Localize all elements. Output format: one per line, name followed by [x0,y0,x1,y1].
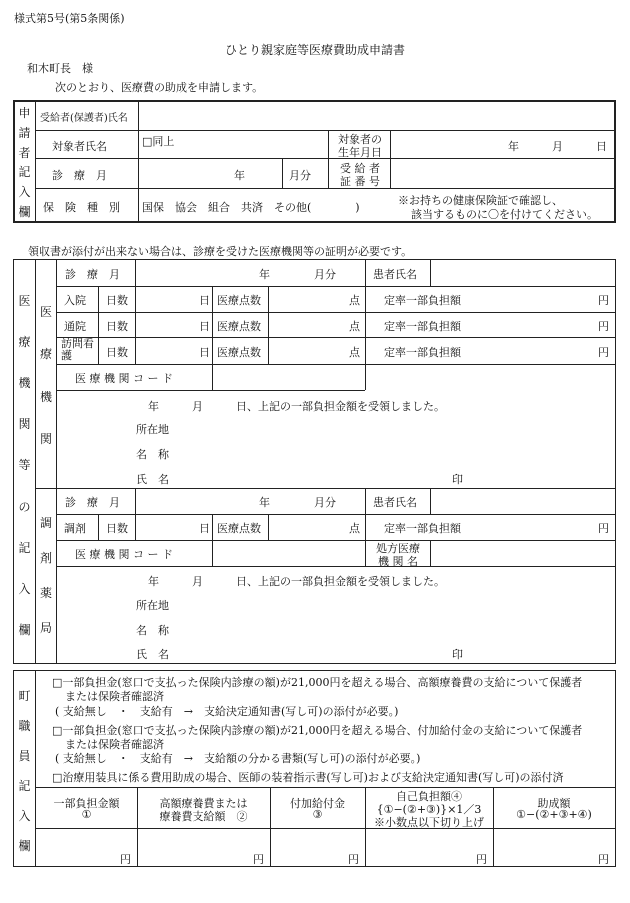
recipient-name-label: 受給者(保護者)氏名 [40,113,128,124]
med-address-label: 所在地 [136,423,169,436]
applicant-side-label: 申 請 者 記 入 欄 [18,106,31,219]
check-high-cost-b: または保険者確認済 [65,690,164,703]
med-month-label: 診 療 月 [65,268,120,281]
ph-code-label: 医 療 機 関 コ ー ド [75,548,173,561]
check-additional-c: ( 支給無し ・ 支給有 → 支給額の分かる書類(写し可)の添付が必要。) [55,752,421,765]
check-additional-b: または保険者確認済 [65,738,164,751]
insurance-note-1: ※お持ちの健康保険証で確認し、 [398,194,563,207]
receipt-note: 領収書が添付が出来ない場合は、診療を受けた医療機関等の証明が必要です。 [28,245,413,258]
yen-self-pay[interactable]: 円 [476,853,487,866]
birth-label-2: 生年月日 [338,146,382,159]
institution-side-label: 医 療 機 関 等 の 記 入 欄 [18,294,31,637]
check-high-cost[interactable]: □一部負担金(窓口で支払った保険内診療の額)が21,000円を超える場合、高額療養費の支給について保護者 [52,676,583,689]
birth-label-1: 対象者の [338,133,382,146]
ph-name-label: 名 称 [136,624,169,637]
yen-additional[interactable]: 円 [348,853,359,866]
same-checkbox[interactable]: □同上 [142,135,175,148]
med-seal: 印 [452,473,463,486]
insurance-options[interactable]: 国保 協会 組合 共済 その他( ) [142,201,360,214]
cert-label-1: 受 給 者 [340,162,380,175]
med-name-label: 名 称 [136,448,169,461]
ph-address-label: 所在地 [136,599,169,612]
yen-copay[interactable]: 円 [120,853,131,866]
treatment-month-label: 診 療 月 [52,169,107,182]
ph-presc-label-1: 処方医療 [376,542,420,555]
ph-person-label: 氏 名 [136,648,169,661]
ph-receipt-text: 年 月 日、上記の一部負担金額を受領しました。 [148,575,445,588]
form-title: ひとり親家庭等医療費助成申請書 [224,43,405,57]
yen-subsidy[interactable]: 円 [598,853,609,866]
yen-high-cost[interactable]: 円 [253,853,264,866]
ph-seal: 印 [452,648,463,661]
med-month-field[interactable]: 年 月分 [259,268,336,281]
institution-section [13,259,616,664]
med-code-label: 医 療 機 関 コ ー ド [75,372,173,385]
ph-patient-name-label: 患者氏名 [373,496,417,509]
cert-label-2: 証 番 号 [340,175,380,188]
check-additional[interactable]: □一部負担金(窓口で支払った保険内診療の額)が21,000円を超える場合、付加給付金の支給について保護者 [52,724,583,737]
form-number: 様式第5号(第5条関係) [14,12,125,25]
insurance-note-2: 該当するものに〇を付けてください。 [411,208,598,221]
insurance-type-label: 保 険 種 別 [43,201,120,214]
staff-side-label: 町 職 員 記 入 欄 [18,688,31,853]
ph-month-label: 診 療 月 [65,496,120,509]
patient-name-label: 対象者氏名 [52,140,107,153]
check-high-cost-c: ( 支給無し ・ 支給有 → 支給決定通知書(写し可)の添付が必要。) [55,705,399,718]
ph-month-field[interactable]: 年 月分 [259,496,336,509]
check-orthosis[interactable]: □治療用装具に係る費用助成の場合、医師の装着指示書(写し可)および支給決定通知書(写し可)の添付済 [52,771,564,784]
med-receipt-text: 年 月 日、上記の一部負担金額を受領しました。 [148,400,445,413]
addressee: 和木町長 様 [27,62,93,75]
birth-date-field[interactable]: 年 月 日 [508,140,607,153]
intro-text: 次のとおり、医療費の助成を申請します。 [55,81,264,94]
treatment-month-field[interactable]: 年 月分 [234,169,311,182]
medical-institution-label: 医 療 機 関 [39,304,52,447]
ph-presc-label-2: 機 関 名 [378,555,418,568]
pharmacy-label: 調 剤 薬 局 [39,516,52,635]
med-person-label: 氏 名 [136,473,169,486]
med-patient-name-label: 患者氏名 [373,268,417,281]
